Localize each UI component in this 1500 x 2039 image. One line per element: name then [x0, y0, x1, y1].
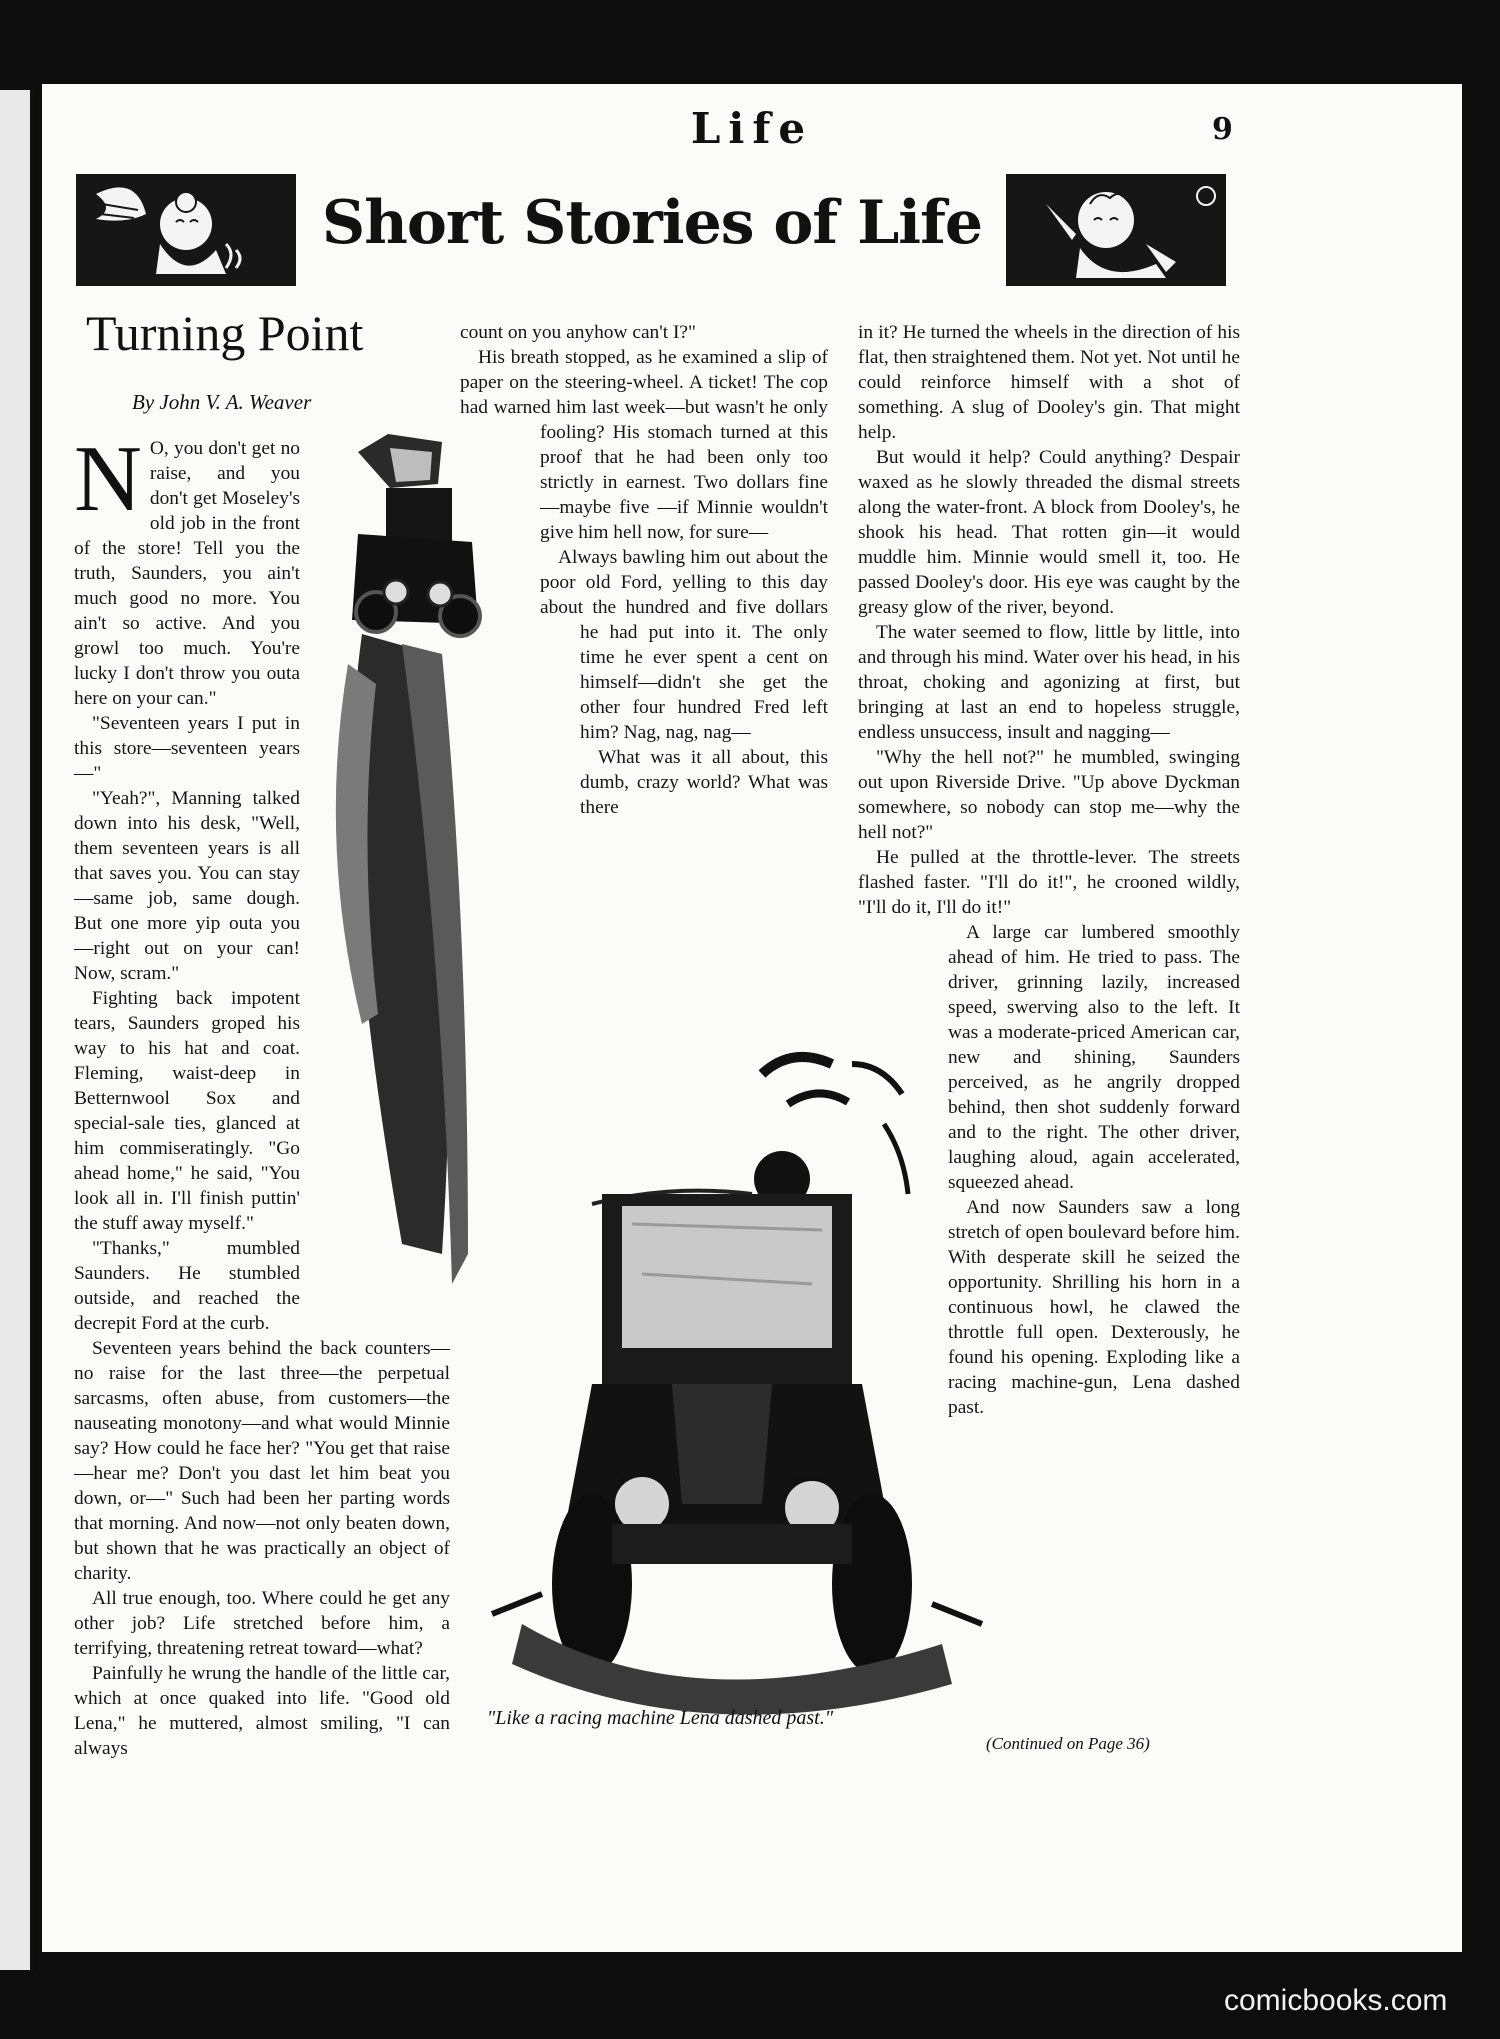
watermark: comicbooks.com — [1224, 1984, 1448, 2017]
cherub-left-icon — [76, 174, 296, 286]
illustration-caption: "Like a racing machine Lena dashed past." — [486, 1707, 834, 1729]
section-title: Short Stories of Life — [321, 188, 983, 258]
facing-page-edge — [0, 90, 33, 1970]
byline: By John V. A. Weaver — [132, 390, 312, 414]
paragraph: O, you don't get no raise, and you don't get Moseley's old job in the front of the store! Tell you the truth, Saunders, you ain't much good no more. You ain't so active. And you growl too much. You're lucky I don't throw you outa here on your can." — [74, 438, 300, 709]
paragraph: Seventeen years behind the back counters—no raise for the last three—the perpetual sarcasms, often abuse, from customers—the nauseating monotony—and what would Minnie say? How could he face her? "You get that raise—hear me? Don't you dast let him beat you down, or—" Such had been her parting words that morning. And now—not only beaten down, but shown that he was practically an object of charity. — [74, 1338, 450, 1584]
paragraph: "Seventeen years I put in this store—seventeen years—" — [74, 713, 300, 784]
paragraph: in it? He turned the wheels in the direction of his flat, then straightened them. Not yet. Not until he could reinforce himself with a shot of something. A slug of Dooley's gin. That might help. — [858, 322, 1240, 443]
page-number: 9 — [1212, 112, 1233, 147]
paragraph: A large car lumbered smoothly ahead of him. He tried to pass. The driver, grinning lazily, increased speed, swerving also to the left. It was a moderate-priced American car, new and shining, Saunders perceived, as he angrily dropped behind, then shot suddenly forward and to the right. The other driver, laughing aloud, again accelerated, squeezed ahead. — [948, 922, 1240, 1193]
magazine-page — [42, 84, 1462, 1952]
paragraph: Fighting back impotent tears, Saunders groped his way to his hat and coat. Fleming, waist-deep in Betternwool Sox and special-sale ties, glanced at him commiseratingly. "Go ahead home," he said, "You look all in. I'll finish puttin' the stuff away myself." — [74, 988, 300, 1234]
paragraph: All true enough, too. Where could he get any other job? Life stretched before him, a terrifying, threatening retreat toward—what? — [74, 1588, 450, 1659]
paragraph: "Thanks," mumbled Saunders. He stumbled outside, and reached the decrepit Ford at the curb. — [74, 1238, 300, 1334]
paragraph: But would it help? Could anything? Despair waxed as he slowly threaded the dismal streets along the water-front. A block from Dooley's, he shook his head. That rotten gin—it would muddle him. Minnie would smell it, too. He passed Dooley's door. His eye was caught by the greasy glow of the river, beyond. — [858, 447, 1240, 618]
continued-note: (Continued on Page 36) — [986, 1734, 1150, 1753]
paragraph: Always bawling him out about the poor old Ford, yelling to this day about the hundred and five dollars he had put into it. The only time he ever spent a cent on himself—didn't she get the other four hundred Fred left him? Nag, nag, nag— — [540, 547, 828, 743]
paragraph: What was it all about, this dumb, crazy world? What was there — [580, 747, 828, 818]
paragraph: And now Saunders saw a long stretch of open boulevard before him. With desperate skill he seized the opportunity. Shrilling his horn in a continuous howl, he clawed the throttle full open. Dexterously, he found his opening. Exploding like a racing machine-gun, Lena dashed past. — [948, 1197, 1240, 1418]
paragraph: His breath stopped, as he examined a slip of paper on the steering-wheel. A ticket! The cop had warned him last week—but wasn't he only fooling? His stomach turned at this proof that he had been only too strictly in earnest. Two dollars fine—maybe five —if Minnie wouldn't give him hell now, for sure— — [460, 347, 828, 543]
text-column-1 — [74, 427, 450, 1761]
paragraph: The water seemed to flow, little by little, into and through his mind. Water over his head, in his throat, choking and agonizing at first, but bringing at last an end to hopeless struggle, endless unsuccess, insult and nagging— — [858, 622, 1240, 743]
paragraph: count on you anyhow can't I?" — [460, 322, 696, 343]
paragraph: Painfully he wrung the handle of the little car, which at once quaked into life. "Good old Lena," he muttered, almost smiling, "I can always — [74, 1663, 450, 1759]
text-column-3 — [858, 320, 1240, 1730]
story-title: Turning Point — [86, 305, 364, 361]
paragraph: He pulled at the throttle-lever. The streets flashed faster. "I'll do it!", he crooned wildly, "I'll do it, I'll do it!" — [858, 847, 1240, 918]
text-column-2 — [460, 320, 828, 980]
paragraph: "Why the hell not?" he mumbled, swinging out upon Riverside Drive. "Up above Dyckman somewhere, so nobody can stop me—why the hell not?" — [858, 747, 1240, 843]
drop-cap: N — [74, 427, 142, 531]
cherub-right-icon — [1006, 174, 1226, 286]
paragraph: "Yeah?", Manning talked down into his desk, "Well, them seventeen years is all that saves you. You can stay—same job, same dough. But one more yip outa you—right out on your can! Now, scram." — [74, 788, 300, 984]
masthead: Life — [690, 104, 814, 153]
